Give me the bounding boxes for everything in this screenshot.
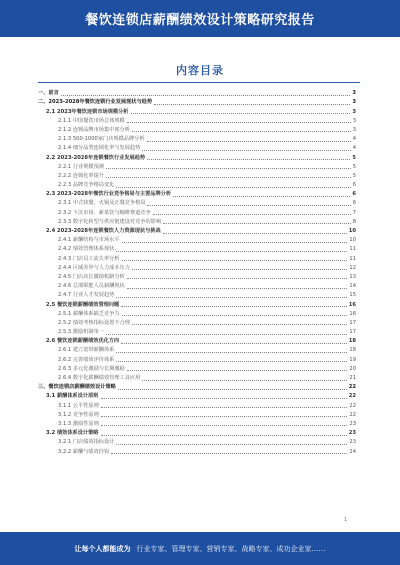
toc-entry[interactable] xyxy=(38,235,356,244)
report-title: 餐饮连锁店薪酬绩效设计策略研究报告 xyxy=(85,13,315,28)
toc-entry[interactable] xyxy=(38,207,356,216)
toc-entry[interactable] xyxy=(38,419,356,428)
toc-leader-dots xyxy=(147,159,350,160)
toc-leader-dots xyxy=(132,324,347,325)
toc-entry-title: 2.5.3 激励机制单一 xyxy=(58,329,104,336)
toc-entry-title: 2.1.4 细分品类连锁化率与发展趋势 xyxy=(58,145,141,152)
toc-entry-title: 2.5 餐饮连锁薪酬绩效管理问题 xyxy=(46,301,120,308)
toc-entry[interactable] xyxy=(38,299,356,308)
toc-leader-dots xyxy=(142,150,350,151)
toc-entry-title: 2.4.7 行业人才发展趋势 xyxy=(58,292,115,299)
toc-entry[interactable] xyxy=(38,318,356,327)
toc-entry-title: 2.1.1 中国餐饮市场总体规模 xyxy=(58,117,125,124)
toc-leader-dots xyxy=(116,444,347,445)
toc-leader-dots xyxy=(121,306,347,307)
toc-entry-page: 4 xyxy=(352,136,356,143)
toc-entry-page: 11 xyxy=(349,255,356,262)
toc-entry-title: 2.4.6 总部职能人员薪酬现状 xyxy=(58,283,125,290)
toc-entry[interactable] xyxy=(38,327,356,336)
toc-leader-dots xyxy=(116,361,347,362)
toc-entry[interactable] xyxy=(38,410,356,419)
toc-entry-page: 18 xyxy=(348,338,356,345)
toc-entry-title: 3.1.3 激励性原则 xyxy=(58,420,99,427)
toc-entry-title: 2.4.2 绩效管理体系现状 xyxy=(58,246,115,253)
toc-entry[interactable] xyxy=(38,180,356,189)
toc-entry[interactable] xyxy=(38,354,356,363)
toc-entry-page: 3 xyxy=(352,99,356,106)
toc-entry-page: 5 xyxy=(352,163,356,170)
toc-entry[interactable] xyxy=(38,437,356,446)
page-number: 1 xyxy=(344,517,348,523)
toc-entry[interactable] xyxy=(38,152,356,161)
toc-entry-title: 2.6.2 完善绩效评价体系 xyxy=(58,356,115,363)
toc-entry[interactable] xyxy=(38,171,356,180)
toc-entry-page: 10 xyxy=(348,228,356,234)
toc-entry-page: 23 xyxy=(349,439,356,446)
toc-entry-page: 3 xyxy=(352,126,356,133)
toc-entry-page: 24 xyxy=(349,448,356,455)
toc-entry-page: 10 xyxy=(349,237,356,244)
toc-entry[interactable] xyxy=(38,400,356,409)
toc-entry-title: 2.3 2023-2028年餐饮行业竞争格局与主要品牌分析 xyxy=(46,191,172,198)
toc-entry-title: 三、餐饮连锁店薪酬绩效设计策略 xyxy=(38,384,116,391)
report-footer xyxy=(0,532,400,565)
toc-entry-page: 16 xyxy=(349,310,356,317)
toc-entry[interactable] xyxy=(38,345,356,354)
toc-entry-title: 2.3.3 数字化转型与供应链建设对竞争的影响 xyxy=(58,218,162,225)
toc-entry[interactable] xyxy=(38,125,356,134)
toc-entry-page: 6 xyxy=(352,182,356,189)
toc-entry[interactable] xyxy=(38,189,356,198)
toc-leader-dots xyxy=(101,398,347,399)
toc-entry[interactable] xyxy=(38,143,356,152)
toc-entry[interactable] xyxy=(38,309,356,318)
toc-leader-dots xyxy=(142,380,347,381)
toc-entry-title: 2.6.3 多元化激励与长期激励 xyxy=(58,365,125,372)
toc-leader-dots xyxy=(101,407,348,408)
toc-entry-page: 21 xyxy=(349,375,356,381)
toc-entry-page: 13 xyxy=(349,273,356,280)
toc-entry[interactable] xyxy=(38,253,356,262)
toc-entry-title: 2.3.1 中式快餐、火锅及正餐竞争格局 xyxy=(58,200,146,207)
toc-entry[interactable] xyxy=(38,116,356,125)
toc-entry-page: 7 xyxy=(352,209,356,216)
toc-leader-dots xyxy=(116,251,347,252)
toc-leader-dots xyxy=(118,389,347,390)
table-of-contents xyxy=(38,88,356,456)
toc-entry-page: 8 xyxy=(352,218,356,225)
toc-entry-title: 3.1.1 公平性原则 xyxy=(58,402,99,409)
toc-leader-dots xyxy=(101,416,348,417)
toc-entry-page: 22 xyxy=(349,402,356,409)
footer-roles: 行业专家、管理专家、营销专家、战略专家、成功企业家…… xyxy=(136,544,326,553)
toc-entry-page: 18 xyxy=(349,347,356,354)
toc-entry-page: 22 xyxy=(349,411,356,418)
toc-entry-title: 2.1 2023年餐饮连锁市场规模分析 xyxy=(46,108,129,115)
toc-entry-page: 20 xyxy=(349,365,356,372)
toc-leader-dots xyxy=(127,122,351,123)
toc-entry-title: 2.1.2 连锁品牌市场集中度分析 xyxy=(58,126,130,133)
toc-leader-dots xyxy=(121,343,347,344)
toc-entry-page: 3 xyxy=(352,90,356,97)
toc-entry-page: 3 xyxy=(352,108,356,115)
toc-leader-dots xyxy=(132,131,351,132)
toc-entry-page: 23 xyxy=(348,430,356,437)
toc-entry-title: 2.1.3 500-1000家门店规模品牌分析 xyxy=(58,136,145,143)
toc-entry-title: 3.2.2 薪酬与绩效挂钩 xyxy=(58,448,110,455)
toc-leader-dots xyxy=(101,425,348,426)
toc-leader-dots xyxy=(61,95,351,96)
report-header xyxy=(0,0,400,37)
toc-entry-title: 2.3.2 下沉市场、新茶饮与咖啡赛道竞争 xyxy=(58,209,151,216)
toc-entry[interactable] xyxy=(38,373,356,382)
toc-entry-page: 3 xyxy=(352,117,356,124)
toc-entry-page: 5 xyxy=(352,154,356,161)
toc-entry-title: 2.2.1 行业规模预测 xyxy=(58,163,104,170)
toc-leader-dots xyxy=(106,334,347,335)
toc-entry-page: 6 xyxy=(352,191,356,198)
toc-entry[interactable] xyxy=(38,106,356,115)
toc-entry[interactable] xyxy=(38,217,356,226)
toc-entry-title: 2.2.3 品牌竞争格局变化 xyxy=(58,182,115,189)
toc-entry-title: 3.1 薪酬体系设计原则 xyxy=(46,393,99,400)
toc-entry-title: 3.2.1 门店绩效指标设计 xyxy=(58,439,115,446)
toc-entry-page: 4 xyxy=(352,145,356,152)
toc-leader-dots xyxy=(153,214,351,215)
toc-entry-title: 一、前言 xyxy=(38,90,59,97)
toc-entry[interactable] xyxy=(38,391,356,400)
toc-leader-dots xyxy=(116,352,347,353)
toc-leader-dots xyxy=(147,141,351,142)
toc-entry[interactable] xyxy=(38,336,356,345)
toc-entry-page: 15 xyxy=(349,292,356,299)
toc-entry-title: 2.4.4 区域差异与人力成本压力 xyxy=(58,264,130,271)
toc-entry-page: 22 xyxy=(348,393,356,400)
toc-divider xyxy=(38,82,360,83)
toc-leader-dots xyxy=(147,205,350,206)
toc-leader-dots xyxy=(122,242,348,243)
toc-entry-page: 17 xyxy=(349,329,356,336)
footer-slogan: 让每个人都能成为 xyxy=(74,544,131,553)
toc-entry-page: 12 xyxy=(349,264,356,271)
toc-leader-dots xyxy=(111,453,347,454)
toc-entry[interactable] xyxy=(38,263,356,272)
toc-entry-title: 3.1.2 竞争性原则 xyxy=(58,411,99,418)
toc-entry-page: 17 xyxy=(349,319,356,326)
toc-entry-title: 2.4 2023-2028年连锁餐饮人力资源现状与挑战 xyxy=(46,228,161,234)
toc-leader-dots xyxy=(131,113,351,114)
toc-entry[interactable] xyxy=(38,244,356,253)
toc-entry[interactable] xyxy=(38,162,356,171)
toc-entry-page: 5 xyxy=(352,172,356,179)
toc-entry-page: 6 xyxy=(352,200,356,207)
toc-entry-title: 二、2023-2028年餐饮连锁行业发展现状与趋势 xyxy=(38,99,153,106)
toc-leader-dots xyxy=(127,278,348,279)
toc-heading: 内容目录 xyxy=(176,64,224,77)
toc-leader-dots xyxy=(163,223,351,224)
toc-leader-dots xyxy=(106,177,351,178)
toc-leader-dots xyxy=(173,196,350,197)
toc-entry[interactable] xyxy=(38,382,356,391)
toc-entry-page: 19 xyxy=(349,356,356,363)
toc-entry[interactable] xyxy=(38,364,356,373)
toc-entry-title: 2.4.1 薪酬结构与市场水平 xyxy=(58,237,120,244)
toc-entry-title: 2.4.5 门店店长激励机制分析 xyxy=(58,273,125,280)
toc-entry-title: 2.5.2 绩效考核指标设置不合理 xyxy=(58,319,130,326)
toc-leader-dots xyxy=(122,315,348,316)
toc-leader-dots xyxy=(127,370,348,371)
toc-entry[interactable] xyxy=(38,290,356,299)
toc-entry-title: 2.2 2023-2028年连锁餐饮行业发展趋势 xyxy=(46,154,146,161)
toc-leader-dots xyxy=(132,269,347,270)
toc-entry-title: 2.6.4 数字化薪酬绩效管理工具应用 xyxy=(58,375,141,381)
toc-entry-page: 16 xyxy=(348,301,356,308)
toc-leader-dots xyxy=(101,435,347,436)
toc-leader-dots xyxy=(106,168,351,169)
toc-entry-page: 11 xyxy=(349,246,356,253)
toc-entry-page: 14 xyxy=(349,283,356,290)
footer-text xyxy=(75,544,326,554)
toc-leader-dots xyxy=(116,187,350,188)
toc-leader-dots xyxy=(122,260,348,261)
toc-leader-dots xyxy=(116,297,347,298)
toc-entry[interactable] xyxy=(38,272,356,281)
toc-entry-title: 2.2.2 连锁化率提升 xyxy=(58,172,104,179)
toc-entry[interactable] xyxy=(38,226,356,235)
toc-entry-page: 22 xyxy=(348,384,356,391)
toc-leader-dots xyxy=(163,233,347,234)
toc-entry-title: 2.6 餐饮连锁薪酬绩效优化方向 xyxy=(46,338,120,345)
toc-entry[interactable] xyxy=(38,281,356,290)
toc-entry[interactable] xyxy=(38,428,356,437)
toc-leader-dots xyxy=(154,104,350,105)
toc-leader-dots xyxy=(127,288,348,289)
toc-entry-page: 23 xyxy=(349,420,356,427)
toc-entry[interactable] xyxy=(38,97,356,106)
toc-entry-title: 2.6.1 建立宽带薪酬体系 xyxy=(58,347,115,354)
toc-entry[interactable] xyxy=(38,446,356,455)
toc-entry[interactable] xyxy=(38,88,356,97)
toc-entry[interactable] xyxy=(38,198,356,207)
toc-entry-title: 2.4.3 门店员工流失率分析 xyxy=(58,255,120,262)
toc-entry-title: 2.5.1 薪酬体系缺乏竞争力 xyxy=(58,310,120,317)
toc-entry-title: 3.2 绩效体系设计策略 xyxy=(46,430,99,437)
toc-entry[interactable] xyxy=(38,134,356,143)
